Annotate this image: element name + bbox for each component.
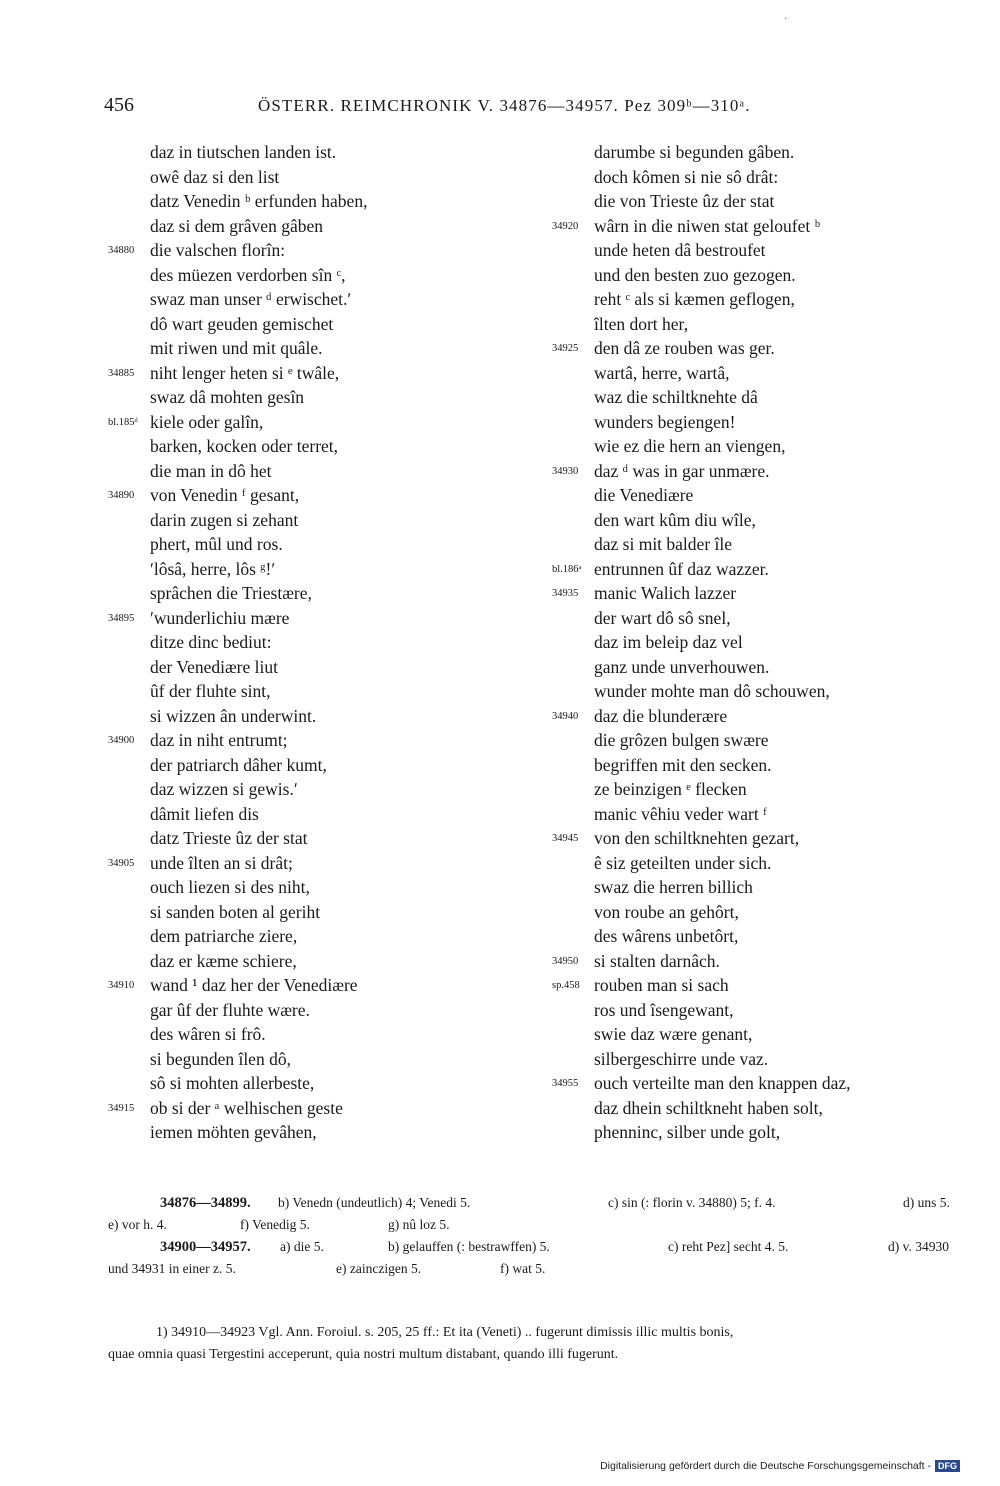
verse-line: [108, 924, 548, 949]
verse-line: [108, 336, 548, 361]
verse-line: [552, 826, 972, 851]
verse-text: entrunnen ûf daz wazzer.: [594, 558, 769, 579]
verse-line: [108, 434, 548, 459]
verse-text: reht ᶜ als si kæmen geflogen,: [594, 289, 795, 309]
apparatus-note: c) sin (: florin v. 34880) 5; f. 4.: [608, 1195, 776, 1210]
verse-line: [108, 1071, 548, 1096]
verse-text: owê daz si den list: [150, 166, 280, 187]
verse-text: ouch liezen si des niht,: [150, 877, 310, 897]
digitization-credit: [600, 1460, 960, 1472]
verse-text: daz im beleip daz vel: [594, 632, 743, 652]
verse-line: [108, 557, 548, 582]
verse-line: [552, 189, 972, 214]
verse-line: [552, 753, 972, 778]
apparatus-note: d) v. 34930: [888, 1239, 949, 1254]
verse-text: kiele oder galîn,: [150, 411, 264, 432]
line-number: 34905: [108, 857, 135, 869]
apparatus-note: b) Venedn (undeutlich) 4; Venedi 5.: [278, 1195, 471, 1210]
verse-line: [552, 704, 972, 729]
apparatus-note: f) Venedig 5.: [240, 1217, 310, 1232]
verse-line: [552, 508, 972, 533]
verse-text: die von Trieste ûz der stat: [594, 191, 775, 211]
apparatus-row: [108, 1192, 978, 1214]
verse-text: niht lenger heten si ᵉ twâle,: [150, 362, 340, 383]
verse-text: daz wizzen si gewis.ʹ: [150, 779, 298, 799]
verse-line: [108, 630, 548, 655]
verse-line: [108, 385, 548, 410]
verse-line: [552, 949, 972, 974]
verse-text: daz in tiutschen landen ist.: [150, 142, 337, 162]
verse-text: unde îlten an si drât;: [150, 852, 293, 873]
verse-text: ʹwunderlichiu mære: [150, 607, 290, 628]
verse-line: [552, 655, 972, 680]
verse-text: dâmit liefen dis: [150, 803, 259, 824]
line-number: 34955: [552, 1078, 579, 1089]
running-title: ÖSTERR. REIMCHRONIK V. 34876—34957. Pez 309ᵇ—310ᵃ.: [258, 96, 751, 115]
verse-text: waz die schiltknehte dâ: [594, 387, 758, 407]
verse-line: [552, 410, 972, 435]
verse-line: [552, 238, 972, 263]
verse-text: ditze dinc bediut:: [150, 632, 272, 652]
line-number: 34880: [108, 245, 135, 256]
verse-line: [552, 140, 972, 165]
verse-line: [552, 1120, 972, 1145]
verse-text: swaz dâ mohten gesîn: [150, 387, 305, 407]
footnote-line: 1) 34910—34923 Vgl. Ann. Foroiul. s. 205, 25 ff.: Et ita (Veneti) .. fugerunt dimissis illic multis bonis,: [156, 1325, 734, 1340]
verse-text: die grôzen bulgen swære: [594, 730, 769, 750]
verse-text: phenninc, silber unde golt,: [594, 1122, 781, 1142]
verse-text: silbergeschirre unde vaz.: [594, 1048, 769, 1069]
verse-text: gar ûf der fluhte wære.: [150, 999, 310, 1020]
verse-line: [552, 557, 972, 582]
line-number: 34930: [552, 465, 579, 477]
verse-line: [108, 900, 548, 925]
verse-text: ʹlôsâ, herre, lôs ᵍ!ʹ: [150, 558, 276, 579]
verse-line: [108, 679, 548, 704]
verse-text: darumbe si begunden gâben.: [594, 142, 795, 162]
verse-line: [552, 851, 972, 876]
verse-line: [108, 312, 548, 337]
verse-line: [552, 532, 972, 557]
verse-text: ganz unde unverhouwen.: [594, 656, 770, 677]
verse-text: sprâchen die Triestære,: [150, 583, 312, 603]
apparatus-note: g) nû loz 5.: [388, 1217, 450, 1232]
verse-text: daz ᵈ was in gar unmære.: [594, 460, 770, 481]
verse-line: [552, 581, 972, 606]
verse-line: [552, 361, 972, 386]
verse-text: ê siz geteilten under sich.: [594, 852, 772, 873]
verse-line: [108, 532, 548, 557]
verse-line: [108, 802, 548, 827]
verse-line: [108, 1120, 548, 1145]
verse-text: daz in niht entrumt;: [150, 730, 288, 750]
critical-apparatus: [108, 1192, 978, 1280]
verse-text: wunder mohte man dô schouwen,: [594, 681, 830, 701]
verse-text: sô si mohten allerbeste,: [150, 1073, 315, 1093]
verse-text: si sanden boten al geriht: [150, 901, 321, 922]
verse-text: darin zugen si zehant: [150, 509, 299, 530]
line-number: 34920: [552, 220, 579, 232]
verse-text: manic Walich lazzer: [594, 583, 737, 603]
verse-line: [108, 238, 548, 263]
line-number: 34900: [108, 735, 135, 746]
verse-line: [552, 900, 972, 925]
line-number: 34890: [108, 490, 135, 501]
line-number: sp.458: [552, 980, 580, 991]
page-number: 456: [104, 94, 134, 116]
verse-line: [108, 1096, 548, 1121]
verse-line: [108, 851, 548, 876]
verse-text: wartâ, herre, wartâ,: [594, 362, 730, 383]
line-number: 34950: [552, 955, 579, 967]
verse-text: ob si der ᵃ welhischen geste: [150, 1097, 343, 1118]
verse-line: [552, 606, 972, 631]
verse-line: [552, 728, 972, 753]
verse-line: [108, 753, 548, 778]
verse-line: [108, 459, 548, 484]
scan-speck: ·: [784, 14, 788, 25]
right-text-column: [552, 140, 972, 1145]
verse-line: [552, 875, 972, 900]
verse-text: ouch verteilte man den knappen daz,: [594, 1073, 851, 1093]
verse-text: daz si dem grâven gâben: [150, 215, 323, 236]
verse-text: mit riwen und mit quâle.: [150, 338, 323, 358]
verse-line: [108, 508, 548, 533]
verse-line: [108, 655, 548, 680]
verse-line: [552, 385, 972, 410]
line-number: bl.185ᵈ: [108, 416, 138, 428]
verse-text: swaz man unser ᵈ erwischet.ʹ: [150, 289, 352, 309]
apparatus-range: 34876—34899.: [160, 1195, 251, 1211]
verse-text: daz dhein schiltkneht haben solt,: [594, 1097, 823, 1118]
verse-text: daz er kæme schiere,: [150, 950, 297, 971]
line-number: 34915: [108, 1102, 135, 1114]
verse-text: si begunden îlen dô,: [150, 1048, 291, 1069]
verse-text: wârn in die niwen stat geloufet ᵇ: [594, 215, 821, 236]
verse-text: die man in dô het: [150, 460, 272, 481]
verse-line: [552, 483, 972, 508]
verse-line: [108, 361, 548, 386]
apparatus-note: e) vor h. 4.: [108, 1217, 167, 1232]
verse-line: [552, 214, 972, 239]
verse-text: barken, kocken oder terret,: [150, 436, 339, 456]
verse-text: rouben man si sach: [594, 975, 729, 995]
verse-text: wunders begiengen!: [594, 411, 736, 432]
apparatus-note: b) gelauffen (: bestrawffen) 5.: [388, 1239, 550, 1254]
verse-text: datz Trieste ûz der stat: [150, 828, 308, 848]
verse-text: daz die blunderære: [594, 705, 728, 726]
apparatus-note: c) reht Pez] secht 4. 5.: [668, 1239, 789, 1254]
verse-line: [108, 728, 548, 753]
line-number: 34945: [552, 833, 579, 844]
verse-line: [552, 973, 972, 998]
verse-text: des wâren si frô.: [150, 1024, 266, 1044]
line-number: bl.186ᵃ: [552, 563, 582, 575]
verse-line: [108, 189, 548, 214]
verse-text: unde heten dâ bestroufet: [594, 240, 766, 260]
apparatus-note: f) wat 5.: [500, 1261, 546, 1276]
verse-line: [552, 1096, 972, 1121]
left-text-column: [108, 140, 548, 1145]
verse-line: [108, 287, 548, 312]
verse-line: [108, 949, 548, 974]
credit-text: Digitalisierung gefördert durch die Deutsche Forschungsgemeinschaft -: [600, 1460, 931, 1472]
line-number: 34895: [108, 612, 135, 624]
verse-line: [108, 826, 548, 851]
verse-line: [108, 998, 548, 1023]
verse-text: des müezen verdorben sîn ᶜ,: [150, 264, 346, 285]
verse-text: datz Venedin ᵇ erfunden haben,: [150, 191, 368, 211]
verse-line: [108, 214, 548, 239]
verse-text: von roube an gehôrt,: [594, 901, 739, 922]
verse-text: si stalten darnâch.: [594, 950, 720, 971]
apparatus-row: [108, 1236, 978, 1258]
verse-text: phert, mûl und ros.: [150, 534, 283, 554]
verse-line: [552, 802, 972, 827]
verse-text: der patriarch dâher kumt,: [150, 754, 327, 775]
verse-line: [552, 777, 972, 802]
verse-text: wie ez die hern an viengen,: [594, 436, 786, 456]
verse-text: ûf der fluhte sint,: [150, 681, 271, 701]
verse-line: [552, 312, 972, 337]
verse-line: [552, 459, 972, 484]
verse-line: [108, 581, 548, 606]
verse-line: [108, 165, 548, 190]
verse-text: dô wart geuden gemischet: [150, 313, 334, 334]
verse-text: ros und îsengewant,: [594, 999, 734, 1020]
verse-text: ze beinzigen ᵉ flecken: [594, 779, 747, 799]
verse-line: [552, 1022, 972, 1047]
verse-line: [552, 679, 972, 704]
verse-line: [108, 140, 548, 165]
apparatus-row: [108, 1258, 978, 1280]
verse-text: iemen möhten gevâhen,: [150, 1122, 317, 1142]
apparatus-note: und 34931 in einer z. 5.: [108, 1261, 236, 1276]
verse-line: [108, 973, 548, 998]
line-number: 34910: [108, 980, 135, 991]
verse-line: [108, 606, 548, 631]
verse-text: von den schiltknehten gezart,: [594, 828, 800, 848]
line-number: 34885: [108, 367, 135, 379]
verse-text: die Venediære: [594, 485, 694, 505]
verse-text: des wârens unbetôrt,: [594, 926, 739, 946]
verse-line: [108, 410, 548, 435]
verse-text: swie daz wære genant,: [594, 1024, 753, 1044]
line-number: 34935: [552, 588, 579, 599]
verse-text: si wizzen ân underwint.: [150, 705, 317, 726]
verse-line: [552, 287, 972, 312]
verse-line: [552, 336, 972, 361]
verse-text: von Venedin ᶠ gesant,: [150, 485, 300, 505]
verse-line: [552, 924, 972, 949]
verse-text: swaz die herren billich: [594, 877, 753, 897]
verse-line: [552, 630, 972, 655]
verse-line: [108, 704, 548, 729]
verse-line: [108, 777, 548, 802]
verse-text: wand ¹ daz her der Venediære: [150, 975, 358, 995]
footnote: [108, 1322, 978, 1366]
footnote-line: quae omnia quasi Tergestini acceperunt, quia nostri multum distabant, quando illi fugerunt.: [108, 1347, 619, 1362]
verse-text: der wart dô sô snel,: [594, 607, 731, 628]
verse-line: [552, 1047, 972, 1072]
verse-line: [552, 263, 972, 288]
verse-line: [108, 483, 548, 508]
verse-line: [108, 875, 548, 900]
dfg-logo: DFG: [935, 1460, 960, 1472]
verse-line: [552, 434, 972, 459]
verse-text: doch kômen si nie sô drât:: [594, 166, 779, 187]
verse-line: [108, 1047, 548, 1072]
page-header: [104, 94, 844, 124]
verse-text: den dâ ze rouben was ger.: [594, 338, 775, 358]
verse-text: den wart kûm diu wîle,: [594, 509, 756, 530]
verse-line: [552, 165, 972, 190]
line-number: 34940: [552, 710, 579, 722]
verse-text: manic vêhiu veder wart ᶠ: [594, 803, 767, 824]
verse-line: [552, 998, 972, 1023]
apparatus-range: 34900—34957.: [160, 1239, 251, 1255]
line-number: 34925: [552, 343, 579, 354]
verse-text: begriffen mit den secken.: [594, 754, 772, 775]
verse-line: [108, 1022, 548, 1047]
verse-text: und den besten zuo gezogen.: [594, 264, 796, 285]
verse-line: [108, 263, 548, 288]
apparatus-note: e) zainczigen 5.: [336, 1261, 422, 1276]
apparatus-note: d) uns 5.: [903, 1195, 950, 1210]
verse-text: der Venediære liut: [150, 656, 278, 677]
verse-text: îlten dort her,: [594, 313, 689, 334]
apparatus-row: [108, 1214, 978, 1236]
verse-text: die valschen florîn:: [150, 240, 286, 260]
verse-text: dem patriarche ziere,: [150, 926, 298, 946]
verse-text: daz si mit balder île: [594, 534, 733, 554]
verse-line: [552, 1071, 972, 1096]
apparatus-note: a) die 5.: [280, 1239, 324, 1254]
